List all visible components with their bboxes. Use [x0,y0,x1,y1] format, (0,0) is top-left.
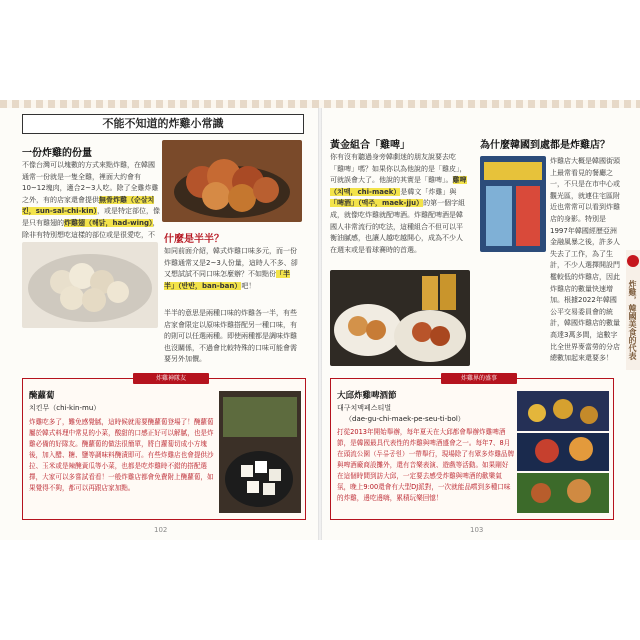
book-spread [0,100,640,540]
festival-photo-collage [517,391,609,513]
page-number-left: 102 [154,526,168,534]
sidebar-box-pickled-radish [22,375,306,520]
heading-why-so-many: 為什麼韓國到處都是炸雞店？ [480,140,610,151]
right-page [330,112,626,532]
box-item-romanization: （dae-gu-chi-maek-pe-seu-ti-bol） [345,415,465,423]
box-item-name: 大邱炸雞啤酒節 [337,391,397,401]
chimaek-paragraph: 你有沒有聽過身旁韓劇迷的朋友說要去吃「雞啤」嗎？如果你以為他說的是「雞皮」，可就誤會大了。他說的其實是「雞啤」。雞啤（치맥，chi-maek）是韓文「炸雞」與「啤酒」（맥주，maek-jju）的第一個字組成，就像吃炸雞就配啤酒。炸雞配啤酒是韓國人非常流行的吃法，這種組合不但可以平衡油膩感，也讓人越吃越開心，成為不少人在週末或是看球賽時的首選。 [330,153,467,254]
heading-portion: 一份炸雞的份量 [22,148,92,159]
pickled-radish-photo [219,391,301,513]
box-item-name: 醃蘿蔔 [29,391,55,401]
box-tab-label: 炸雞神隊友 [133,373,209,384]
sidebar-box-daegu-festival [330,375,614,520]
box-paragraph: 炸雞吃多了，難免感覺膩，這時候就需要醃蘿蔔登場了！醃蘿蔔屬於韓式料理中常見的小菜，酸甜的口感正好可以解膩，也是炸雞必備的好隊友。醃蘿蔔的做法很簡單，將白蘿蔔切成小方塊後，加入醋、糖、鹽等調味料醃漬即可。有些炸雞店也會提供沙拉、玉米或是辣醃黃瓜等小菜，也都是吃炸雞時不錯的搭配選擇，大家可以多嘗試看看！一般炸雞店都會免費附上醃蘿蔔，如果覺得不夠，都可以再跟店家加點。 [29,418,214,492]
heading-half-half: 什麼是半半？ [164,234,224,245]
why-paragraph: 炸雞店大概是韓國街頭上最常看見的餐廳之一，不只是在市中心或觀光區，就連住宅區附近也常常可以看到炸雞店的身影。特別是1997年韓國經歷亞洲金融風暴之後，許多人失去了工作，為了生計，不少人選擇開設門檻較低的炸雞店，因此炸雞店的數量快速增加。根據2022年韓國公平交易委員會的統計，韓國炸雞店的數量高達3萬多間，這數字比全世界麥當勞的分店總數加起來還要多！ [550,157,620,363]
side-chapter-label: 炸雞，韓國美食的代表 [628,280,638,360]
page-number-right: 103 [470,526,484,534]
half-half-paragraph: 如同前面介紹，韓式炸雞口味多元，而一份炸雞通常又是2~3人份量，這時人不多、卻又想試試不同口味怎麼辦？不如點份「半半」（반반，ban-ban）吧！ [164,247,298,290]
half-half-paragraph-2: 半半的意思是兩種口味的炸雞各一半，有些店家會限定以原味炸雞搭配另一種口味，有的則可以任選兩種。即使兩種都是調味炸雞也沒關係，不過會比較特殊的口味可能會需要另外加價。 [164,309,297,364]
page-title: 不能不知道的炸雞小常識 [22,114,304,134]
box-tab-label: 炸雞界的盛事 [441,373,517,384]
box-item-korean: 대구치맥페스티벌 [337,404,392,412]
portion-paragraph: 不像台灣可以塊數的方式來點炸雞，在韓國通常一份就是一隻全雞，裡面大約會有10~12塊肉，適合2~3人吃。除了全雞炸雞之外，有的店家還會提供無骨炸雞（순살치킨，sun-sal-chi-kin），或是特定部位，像是只有雞翅的炸雞翅（해닭，had-wing），除非有特別想吃這樣的部位或是很愛吃，不 [22,161,160,239]
box-paragraph: 打從2013年開始舉辦，每年夏天在大邱都會舉辦炸雞啤酒節，是韓國最具代表性的炸雞與啤酒盛會之一。每年7、8月在頭流公園（두류공원）一帶舉行，現場除了有眾多炸雞品牌與啤酒廠商設攤外，還有音樂表演、遊戲等活動。如果剛好在這個時間到訪大邱，一定要去感受炸雞與啤酒的歡樂氣氛，晚上9:00還會有大型DJ派對，一次就能品嚐到多種口味的炸雞，邊吃邊嗨，累積玩樂回憶！ [337,428,515,502]
chicken-and-beer-photo [330,270,470,366]
heading-chimaek: 黃金組合「雞啤」 [330,140,410,151]
boneless-chicken-photo [22,242,158,328]
left-page [14,112,310,532]
korean-flag-icon [627,255,639,267]
fried-chicken-photo [162,140,302,222]
chicken-shop-storefront-photo [480,156,546,252]
page-trim-border [0,100,640,108]
book-gutter [318,108,322,540]
box-item-romanization: 치킨무（chi-kin-mu） [29,404,101,412]
